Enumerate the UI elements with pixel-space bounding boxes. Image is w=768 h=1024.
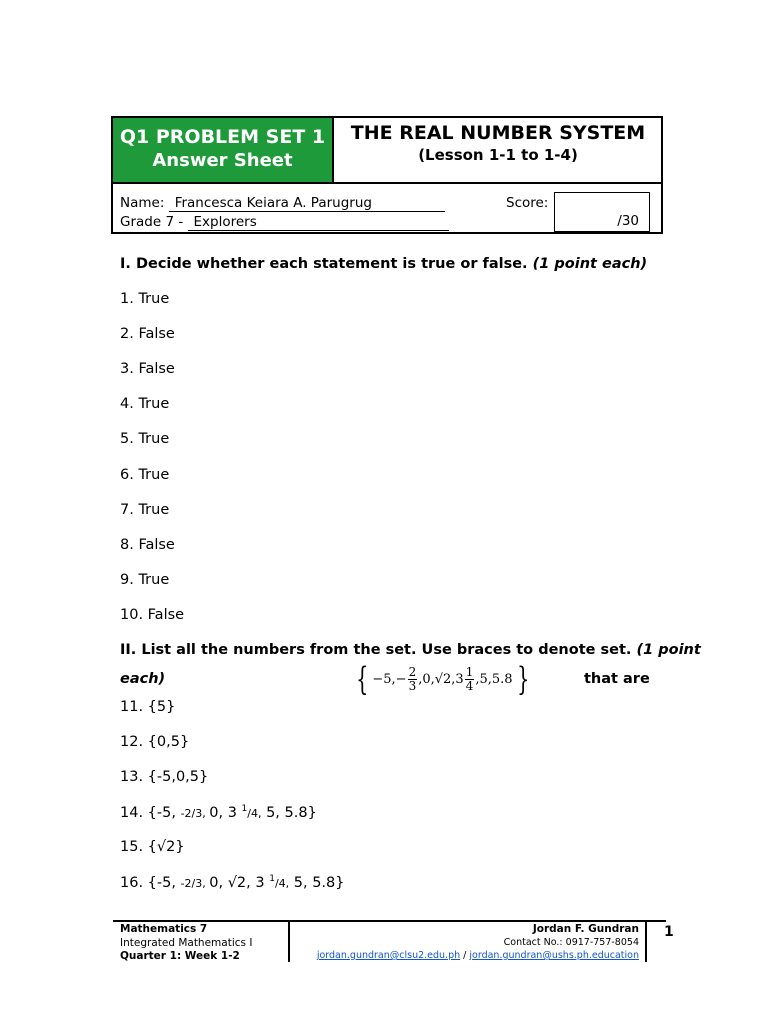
answer-5: 5. True bbox=[120, 431, 170, 447]
set-part-c: ,5,5.8 bbox=[475, 671, 513, 687]
a14-post: 5, 5.8} bbox=[261, 804, 317, 821]
set-part-a: −5,− bbox=[372, 671, 407, 687]
section-field[interactable]: Explorers bbox=[188, 214, 449, 231]
footer-author: Jordan F. Gundran bbox=[532, 923, 639, 935]
part2-heading bbox=[120, 642, 701, 658]
answer-15: 15. {√2} bbox=[120, 839, 185, 855]
footer-separator-right bbox=[645, 922, 647, 962]
name-field[interactable]: Francesca Keiara A. Parugrug bbox=[169, 195, 445, 212]
answer-7: 7. True bbox=[120, 502, 170, 518]
answer-8: 8. False bbox=[120, 537, 175, 553]
grade-label: Grade 7 - bbox=[120, 214, 184, 230]
number-set bbox=[352, 660, 533, 698]
answer-14 bbox=[120, 804, 317, 821]
a16-mid: 0, √2, 3 bbox=[209, 874, 270, 891]
problem-set-badge bbox=[113, 118, 334, 184]
answer-2: 2. False bbox=[120, 326, 175, 342]
a16-den: /4, bbox=[274, 876, 290, 890]
grade-row bbox=[120, 214, 449, 231]
name-label: Name: bbox=[120, 195, 165, 211]
fraction-two-thirds bbox=[408, 666, 418, 693]
part1-points: (1 point each) bbox=[532, 256, 648, 272]
a14-pre: 14. {-5, bbox=[120, 804, 181, 821]
set-part-b: ,0,√2,3 bbox=[418, 671, 464, 687]
answer-3: 3. False bbox=[120, 361, 175, 377]
frac1-num: 2 bbox=[408, 664, 417, 679]
that-are-label: that are bbox=[584, 671, 650, 687]
page-subtitle: (Lesson 1-1 to 1-4) bbox=[418, 146, 578, 164]
answer-10: 10. False bbox=[120, 607, 185, 623]
footer-separator-left bbox=[288, 922, 290, 962]
answer-1: 1. True bbox=[120, 291, 170, 307]
answer-9: 9. True bbox=[120, 572, 170, 588]
part2-points-cont: each) bbox=[120, 671, 166, 687]
email-link-2[interactable]: jordan.gundran@ushs.ph.education bbox=[469, 950, 639, 961]
footer-quarter: Quarter 1: Week 1-2 bbox=[120, 950, 240, 962]
name-row bbox=[120, 195, 445, 212]
answer-16 bbox=[120, 874, 345, 891]
answer-sheet-label: Answer Sheet bbox=[152, 150, 293, 171]
a16-post: 5, 5.8} bbox=[289, 874, 345, 891]
left-brace: { bbox=[356, 660, 369, 698]
footer-contact: Contact No.: 0917-757-8054 bbox=[503, 937, 639, 948]
answer-4: 4. True bbox=[120, 396, 170, 412]
part2-heading-cont bbox=[120, 671, 165, 687]
a14-frac: -2/3, bbox=[180, 806, 210, 820]
frac2-den: 4 bbox=[465, 678, 474, 693]
answer-11: 11. {5} bbox=[120, 699, 176, 715]
email-link-1[interactable]: jordan.gundran@clsu2.edu.ph bbox=[316, 950, 461, 961]
footer-subject: Mathematics 7 bbox=[120, 923, 208, 935]
frac2-num: 1 bbox=[465, 664, 474, 679]
a14-sup: 1 bbox=[241, 804, 248, 814]
score-box[interactable] bbox=[554, 192, 650, 232]
a14-den: /4, bbox=[247, 806, 262, 820]
a16-frac: -2/3, bbox=[180, 876, 210, 890]
score-total: /30 bbox=[617, 213, 639, 229]
footer-course: Integrated Mathematics I bbox=[120, 937, 253, 949]
part1-heading-text: I. Decide whether each statement is true or false. bbox=[120, 256, 528, 272]
email-separator: / bbox=[460, 950, 470, 961]
header-box bbox=[111, 116, 663, 234]
answer-12: 12. {0,5} bbox=[120, 734, 190, 750]
part1-heading bbox=[120, 256, 647, 272]
page-title: THE REAL NUMBER SYSTEM bbox=[350, 122, 646, 144]
answer-13: 13. {-5,0,5} bbox=[120, 769, 209, 785]
a16-pre: 16. {-5, bbox=[120, 874, 181, 891]
part2-heading-text: II. List all the numbers from the set. Use braces to denote set. bbox=[120, 642, 632, 658]
footer-emails bbox=[317, 950, 639, 961]
answer-6: 6. True bbox=[120, 467, 170, 483]
footer-divider bbox=[113, 920, 666, 922]
frac1-den: 3 bbox=[408, 678, 417, 693]
part2-points: (1 point bbox=[636, 642, 701, 658]
a14-mid: 0, 3 bbox=[209, 804, 242, 821]
right-brace: } bbox=[516, 660, 529, 698]
score-label: Score: bbox=[506, 195, 549, 211]
problem-set-title: Q1 PROBLEM SET 1 bbox=[119, 126, 326, 148]
header-divider bbox=[113, 182, 661, 184]
a16-sup: 1 bbox=[269, 874, 275, 884]
fraction-one-fourth bbox=[465, 666, 475, 693]
title-area bbox=[335, 118, 661, 165]
page-number: 1 bbox=[664, 924, 674, 940]
